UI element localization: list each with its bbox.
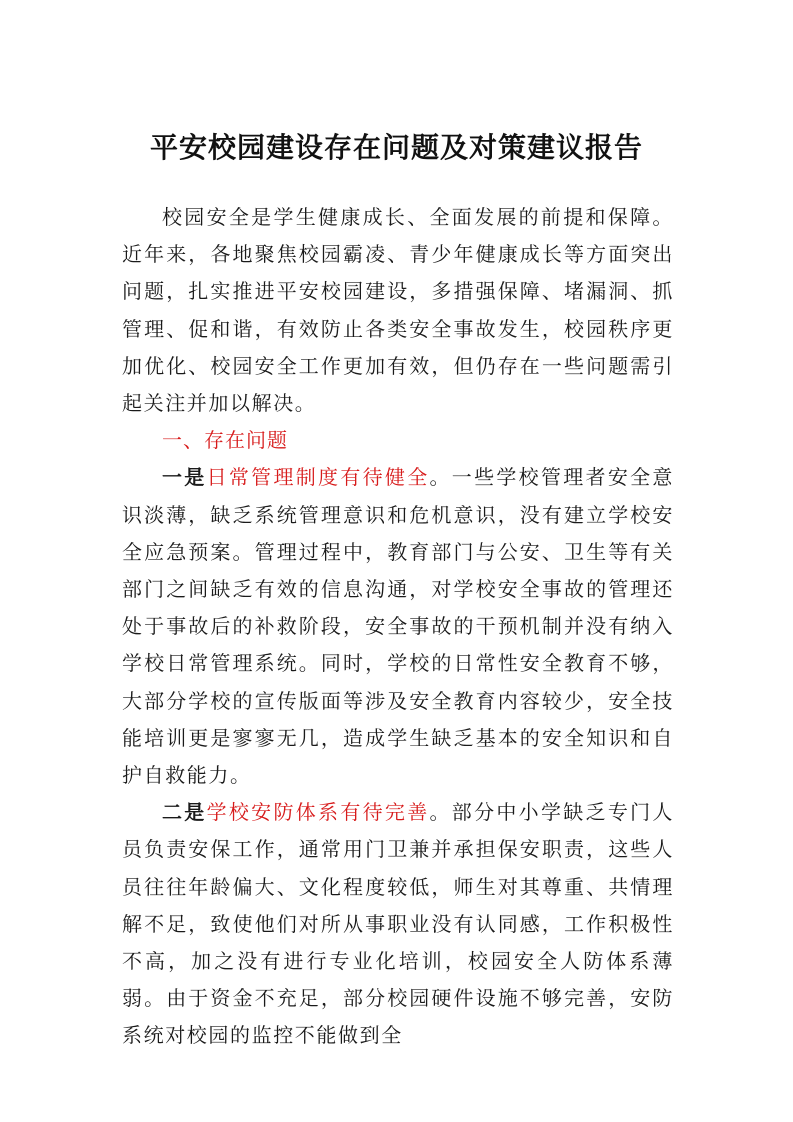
item-highlight: 学校安防体系有待完善	[206, 800, 430, 825]
intro-paragraph: 校园安全是学生健康成长、全面发展的前提和保障。近年来，各地聚焦校园霸凌、青少年健康成长等方面突出问题，扎实推进平安校园建设，多措强保障、堵漏洞、抓管理、促和谐，有效防止各类安全事故发生，校园秩序更加优化、校园安全工作更加有效，但仍存在一些问题需引起关注并加以解决。	[122, 205, 674, 416]
item-text: 。部分中小学缺乏专门人员负责安保工作，通常用门卫兼并承担保安职责，这些人员往往年龄偏大、文化程度较低，师生对其尊重、共情理解不足，致使他们对所从事职业没有认同感，工作积极性不高，加之没有进行专业化培训，校园安全人防体系薄弱。由于资金不充足，部分校园硬件设施不够完善，安防系统对校园的监控不能做到全	[122, 800, 675, 1048]
item-lead: 二是	[162, 800, 207, 825]
item-highlight: 日常管理制度有待健全	[206, 465, 430, 490]
item-text: 。一些学校管理者安全意识淡薄，缺乏系统管理意识和危机意识，没有建立学校安全应急预案。管理过程中，教育部门与公安、卫生等有关部门之间缺乏有效的信息沟通，对学校安全事故的管理还处于事故后的补救阶段，安全事故的干预机制并没有纳入学校日常管理系统。同时，学校的日常性安全教育不够，大部分学校的宣传版面等涉及安全教育内容较少，安全技能培训更是寥寥无几，造成学生缺乏基本的安全知识和自护自救能力。	[122, 465, 675, 788]
document-body	[122, 199, 674, 1055]
problem-item-2	[122, 794, 674, 1054]
problem-item-1	[122, 459, 674, 794]
item-lead: 一是	[162, 465, 207, 490]
document-title: 平安校园建设存在问题及对策建议报告	[149, 131, 643, 164]
section-heading-problems: 一、存在问题	[162, 428, 288, 453]
